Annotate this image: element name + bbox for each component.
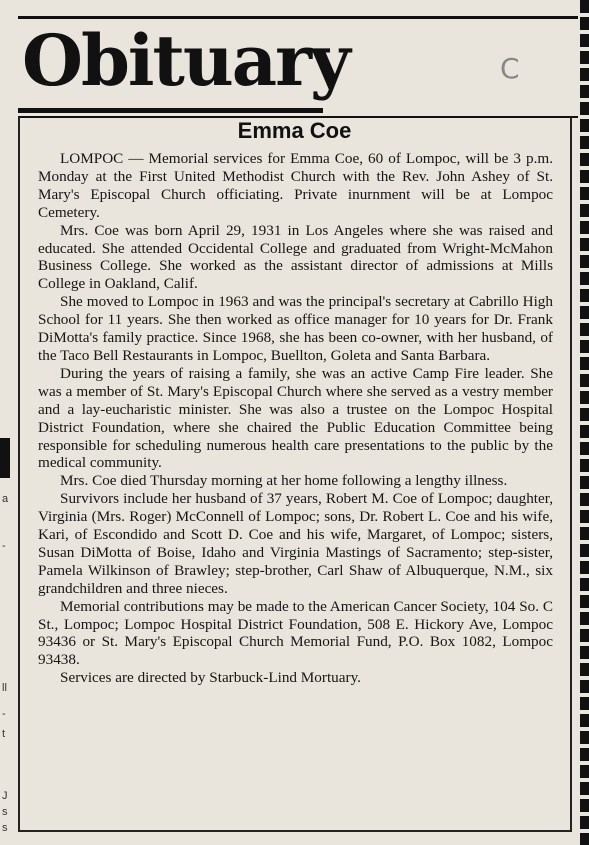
obituary-body	[38, 150, 553, 687]
paragraph: During the years of raising a family, she was an active Camp Fire leader. She was a member of St. Mary's Episcopal Church where she served as a vestry member and a lay-eucharistic minister. She was also a trustee on the Lompoc Hospital District Foundation, where she chaired the Public Education Committee being responsible for scheduling numerous health care presentations to the public by the medical community.	[38, 364, 553, 472]
margin-glyph: s	[2, 806, 8, 818]
section-heading: Obituary	[22, 19, 349, 102]
paragraph: She moved to Lompoc in 1963 and was the principal's secretary at Cabrillo High School for 11 years. She then worked as office manager for 10 years for Dr. Frank DiMotta's family practice. Since 1968, she has been co-owner, with her husband, of the Taco Bell Restaurants in Lompoc, Buellton, Goleta and Santa Barbara.	[38, 293, 553, 364]
margin-glyph: J	[2, 790, 8, 802]
paragraph: Survivors include her husband of 37 years, Robert M. Coe of Lompoc; daughter, Virginia (Mrs. Roger) McConnell of Lompoc; sons, Dr. Robert L. Coe and his wife, Kari, of Escondido and Scott D. Coe and his wife, Margaret, of Lompoc; sisters, Susan DiMotta of Boise, Idaho and Virginia Mastings of Sacramento; step-sister, Pamela Wilkinson of Brawley; step-brother, Carl Shaw of Albuquerque, N.M., six grandchildren and three nieces.	[38, 490, 553, 597]
margin-glyph: s	[2, 822, 8, 834]
paragraph: LOMPOC — Memorial services for Emma Coe, 60 of Lompoc, will be 3 p.m. Monday at the First United Methodist Church with the Rev. John Ashey of St. Mary's Episcopal Church officiating. Private inurnment will be at Lompoc Cemetery.	[38, 150, 553, 221]
paragraph: Mrs. Coe was born April 29, 1931 in Los Angeles where she was raised and educated. She attended Occidental College and graduated from Wright-McMahon Business College. She worked as the assistant director of admissions at Mills College in Oakland, Calif.	[38, 221, 553, 293]
stray-mark: C	[500, 52, 520, 85]
paragraph: Memorial contributions may be made to the American Cancer Society, 104 So. C St., Lompoc; Lompoc Hospital District Foundation, 508 E. Hickory Ave, Lompoc 93436 or St. Mary's Episcopal Church Memorial Fund, P.O. Box 1082, Lompoc 93438.	[38, 597, 553, 669]
margin-glyph: -	[2, 540, 6, 552]
paragraph: Services are directed by Starbuck-Lind Mortuary.	[60, 669, 361, 687]
margin-glyph: ll	[2, 682, 7, 694]
margin-glyph: a	[2, 493, 9, 505]
deceased-name: Emma Coe	[237, 118, 352, 143]
margin-glyph: -	[2, 708, 6, 720]
heading-rule	[18, 108, 323, 113]
margin-block	[0, 438, 10, 478]
margin-glyph: t	[2, 728, 6, 740]
paragraph: Mrs. Coe died Thursday morning at her home following a lengthy illness.	[60, 472, 508, 490]
